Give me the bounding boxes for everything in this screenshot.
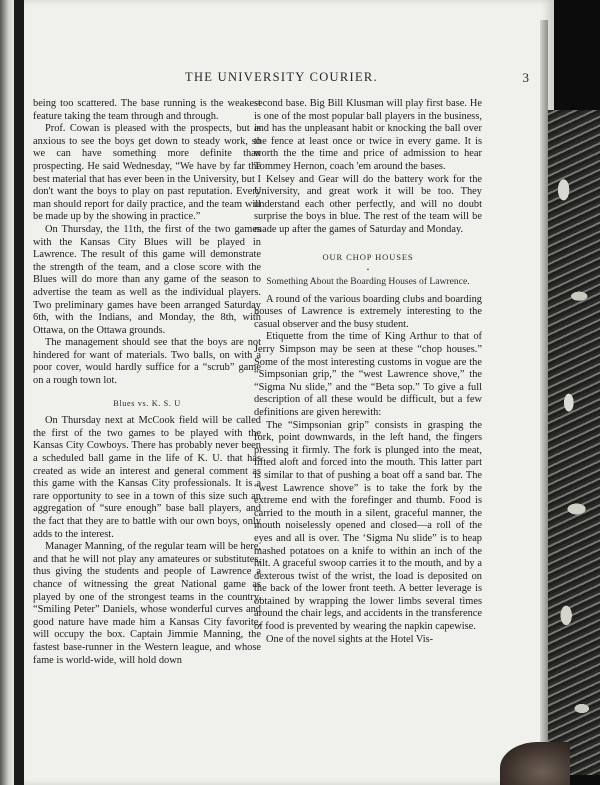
paragraph: On Thursday next at McCook field will be called the first of the two games to be played with the Kansas City Cowboys. There has probably never been a scheduled ball game in the life of K. U. that has created as wide an interest and general comment as this game with the Kansas City professionals. It is a rare opportunity to see in a town of this size such an aggregation of “sure enough” base ball players, and the fact that they are to battle with our own boys, only adds to the interest. [33, 415, 261, 540]
paragraph: Etiquette from the time of King Arthur to that of Jerry Simpson may be seen at these “chop houses.” Some of the most interesting customs in vogue are the “Simpsonian grip,” the “west Lawrence shove,” the “Sigma Nu slide,” and the “Beta sop.” To give a full description of all these would be difficult, but a few definitions are given herewith: [254, 331, 482, 418]
paragraph: The management should see that the boys are not hindered for want of materials. Two balls, on with a poor cover, would hardly suffice for a “scrub” game on a rough town lot. [33, 337, 261, 387]
facing-page-edge [0, 0, 14, 785]
scanner-thumb [500, 742, 570, 785]
paragraph: A round of the various boarding clubs and boarding houses of Lawrence is extremely interesting to the casual observer and the busy student. [254, 293, 482, 330]
section-heading: OUR CHOP HOUSES [322, 251, 414, 262]
paragraph: Kelsey and Gear will do the battery work for the University, and great work it will be too. They understand each other perfectly, and will no doubt surprise the boys in blue. The rest of the team will be made up after the games of Saturday and Monday. [254, 173, 482, 235]
page-number: 3 [522, 70, 529, 85]
paragraph: On Thursday, the 11th, the first of the two games with the Kansas City Blues will be played in Lawrence. The result of this game will demonstrate the strength of the team, and a close score with the Blues will do more than any game of the season to advertise the team as well as the individual players. Two preliminary games have been arranged Saturday 6th, with the Indians, and Monday, the 8th, with Ottawa, on the Ottawa grounds. [33, 223, 261, 336]
paragraph: Manager Manning, of the regular team will be here, and that he will not play any amateures or substitutes, thus giving the students and people of Lawrence a chance of witnessing the great National game as played by one of the strongest teams in the country. “Smiling Peter” Daniels, whose wonderful curves and good nature have made him a Kansas City favorite, will occupy the box. Captain Jimmie Manning, the fastest base-runner in the Western league, and whose fame is world-wide, will hold down [33, 541, 261, 666]
section-subheading: Something About the Boarding Houses of Lawrence. [266, 276, 470, 288]
paragraph: second base. Big Bill Klusman will play first base. He is one of the most popular ball players in the business, and has the unpleasant habit or knocking the ball over the fence at least once or twice in every game. It is worth the the time and price of admission to hear Tommey Hernon, coach 'em around the bases. [254, 98, 482, 172]
marbled-endpaper [548, 110, 600, 775]
left-column [33, 98, 261, 667]
page-stack-edge [540, 20, 548, 780]
section-divider-dot: • [366, 266, 370, 275]
page-header [24, 70, 539, 86]
paragraph: The “Simpsonian grip” consists in grasping the fork, point downwards, in the left hand, the fingers pressing it firmly. The fork is plunged into the meat, lifted aloft and forced into the mouth. This latter part is similar to that of pushing a boat off a sand bar. The “west Lawrence shove” is to take the fork by the extreme end with the forefinger and thumb. Food is carried to the mouth in a silent, graceful manner, the mouth noiselessly opened and closed—a roll of the eyes and all is over. The ‘Sigma Nu slide” is to heap mashed potatoes on a knife to within an inch of the hilt. A graceful swoop carries it to the mouth, and by a dexterous twist of the wrist, the load is deposited on the back of the lower front teeth. A better leverage is obtained by wrapping the lower limbs several times around the chair legs, and accidents in the transference of food is prevented by wearing the napkin capewise. [254, 419, 482, 633]
book-gutter [14, 0, 24, 785]
paragraph: being too scattered. The base running is the weakest feature taking the team through and through. [33, 98, 261, 122]
paragraph: Prof. Cowan is pleased with the prospects, but is anxious to see the boys get down to steady work, so we can have something more definite than prospecting. He said Wednesday, “We have by far the best material that has ever been in the University, but I don't want the boys to play on past reputation. Every man should report for daily practice, and the team will be made up by the showing in practice.” [33, 123, 261, 223]
article-subheading: Blues vs. K. S. U [113, 398, 181, 408]
right-column [254, 98, 482, 646]
running-title: THE UNIVERSITY COURIER. [185, 70, 378, 84]
paragraph: One of the novel sights at the Hotel Vis- [266, 633, 434, 645]
